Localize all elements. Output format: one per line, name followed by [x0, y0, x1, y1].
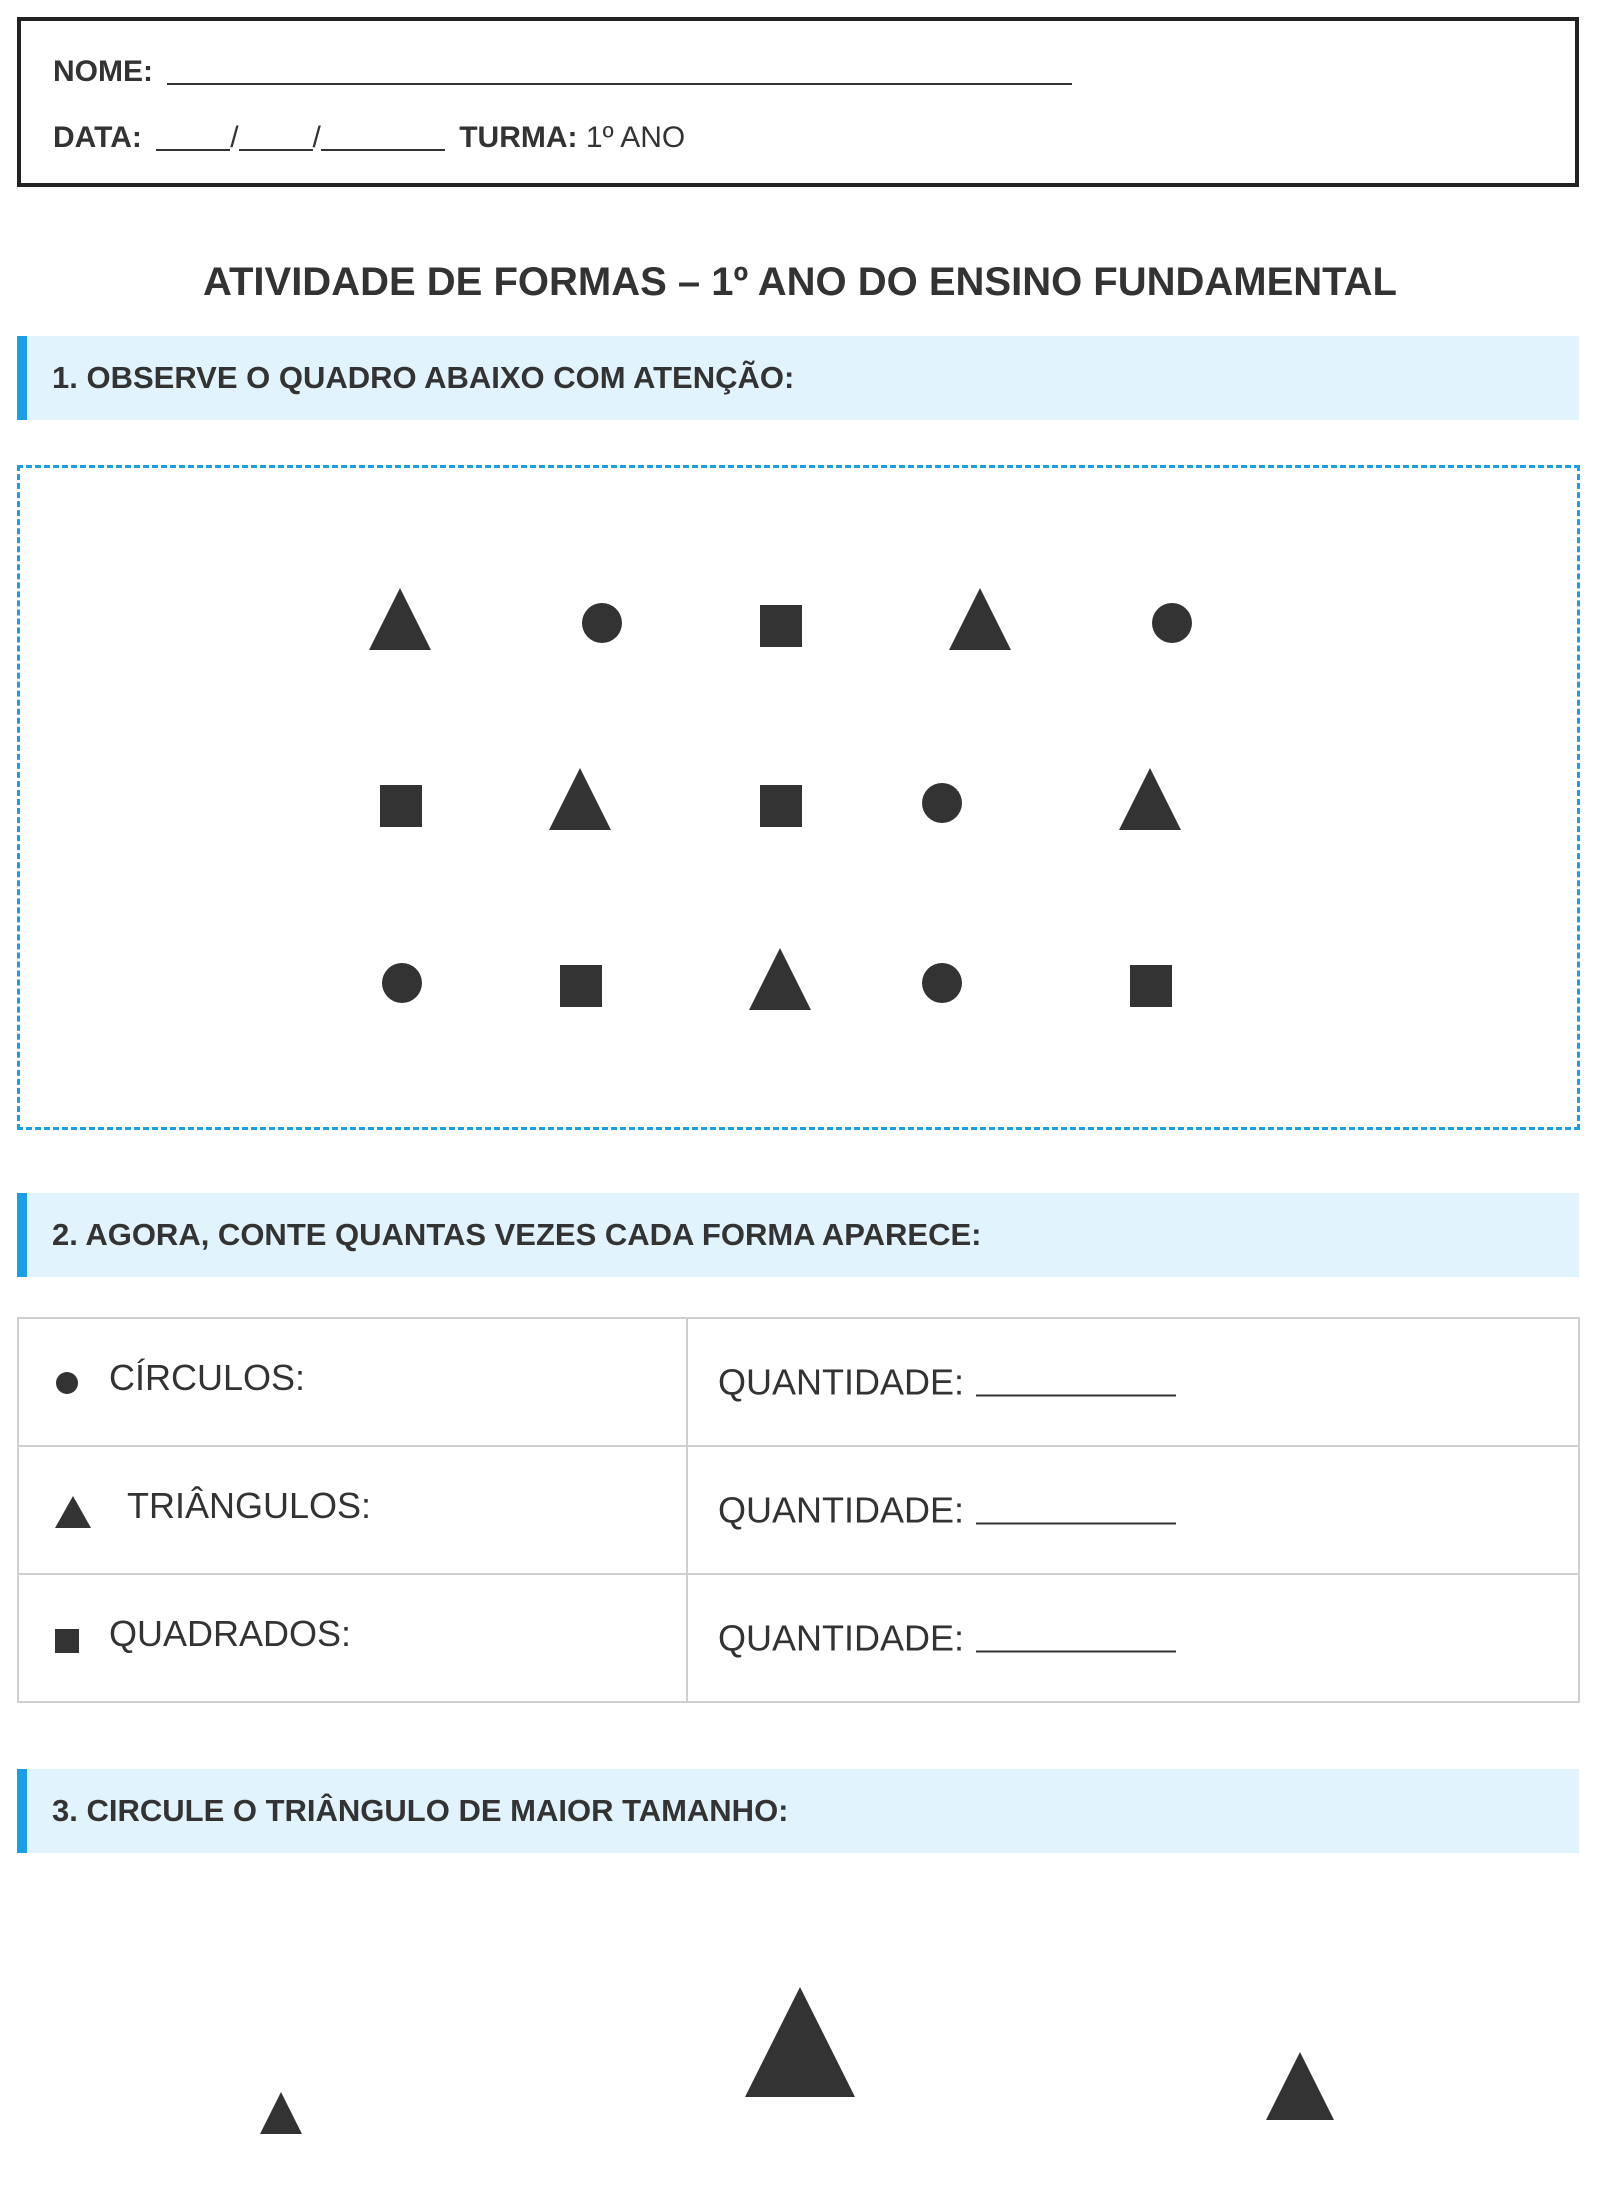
triangle-icon: [749, 948, 811, 1010]
squares-label: QUADRADOS:: [109, 1612, 352, 1654]
circle-icon: [382, 963, 422, 1003]
section-3-label: 3. CIRCULE O TRIÂNGULO DE MAIOR TAMANHO:: [52, 1793, 789, 1828]
quantity-label: QUANTIDADE:: [718, 1617, 965, 1659]
table-row: [18, 1318, 1579, 1446]
shapes-grid: [20, 468, 1577, 1127]
quantity-cell: [687, 1446, 1579, 1574]
square-icon: [1130, 965, 1172, 1007]
date-month-field[interactable]: [239, 119, 313, 151]
date-separator: /: [312, 121, 321, 154]
triangle-icon: [949, 588, 1011, 650]
date-year-field[interactable]: [321, 119, 445, 151]
quantity-line: [718, 1361, 1176, 1404]
name-field[interactable]: [167, 53, 1072, 85]
table-row: [18, 1574, 1579, 1702]
triangle-icon: [549, 768, 611, 830]
quantity-label: QUANTIDADE:: [718, 1489, 965, 1531]
date-separator: /: [230, 121, 239, 154]
circle-icon: [1152, 603, 1192, 643]
quantity-cell: [687, 1574, 1579, 1702]
table-row: [18, 1446, 1579, 1574]
shape-cell: [18, 1318, 687, 1446]
quantity-cell: [687, 1318, 1579, 1446]
class-value: 1º ANO: [585, 121, 686, 154]
triangles-label: TRIÂNGULOS:: [127, 1484, 372, 1526]
section-2-label: 2. AGORA, CONTE QUANTAS VEZES CADA FORMA APARECE:: [52, 1217, 982, 1252]
square-icon: [760, 605, 802, 647]
square-icon: [55, 1629, 79, 1653]
section-3-header: [17, 1769, 1579, 1853]
shape-cell: [18, 1574, 687, 1702]
section-1-label: 1. OBSERVE O QUADRO ABAIXO COM ATENÇÃO:: [52, 360, 795, 395]
circles-quantity-field[interactable]: [976, 1361, 1176, 1397]
triangle-small-option[interactable]: [260, 2092, 302, 2134]
name-line: [53, 53, 1072, 89]
shapes-board: [17, 465, 1580, 1130]
page-title: ATIVIDADE DE FORMAS – 1º ANO DO ENSINO FUNDAMENTAL: [203, 260, 1397, 304]
class-label: TURMA:: [459, 121, 578, 154]
section-1-header: [17, 336, 1579, 420]
circles-label: CÍRCULOS:: [109, 1356, 306, 1398]
quantity-line: [718, 1617, 1176, 1660]
circle-icon: [922, 963, 962, 1003]
date-label: DATA:: [53, 121, 142, 154]
circle-icon: [922, 783, 962, 823]
square-icon: [560, 965, 602, 1007]
count-table: [17, 1317, 1580, 1703]
triangle-icon: [1119, 768, 1181, 830]
squares-quantity-field[interactable]: [976, 1617, 1176, 1653]
square-icon: [760, 785, 802, 827]
name-label: NOME:: [53, 55, 153, 88]
triangle-large-option[interactable]: [745, 1987, 855, 2097]
quantity-line: [718, 1489, 1176, 1532]
triangles-choice: [0, 1900, 1600, 2200]
date-day-field[interactable]: [156, 119, 230, 151]
circle-icon: [55, 1371, 79, 1395]
date-line: [53, 119, 685, 155]
quantity-label: QUANTIDADE:: [718, 1361, 965, 1403]
circle-icon: [582, 603, 622, 643]
triangles-quantity-field[interactable]: [976, 1489, 1176, 1525]
triangle-medium-option[interactable]: [1266, 2052, 1334, 2120]
student-info-box: [17, 17, 1579, 187]
shape-cell: [18, 1446, 687, 1574]
square-icon: [380, 785, 422, 827]
section-2-header: [17, 1193, 1579, 1277]
triangle-icon: [55, 1496, 91, 1528]
triangle-icon: [369, 588, 431, 650]
